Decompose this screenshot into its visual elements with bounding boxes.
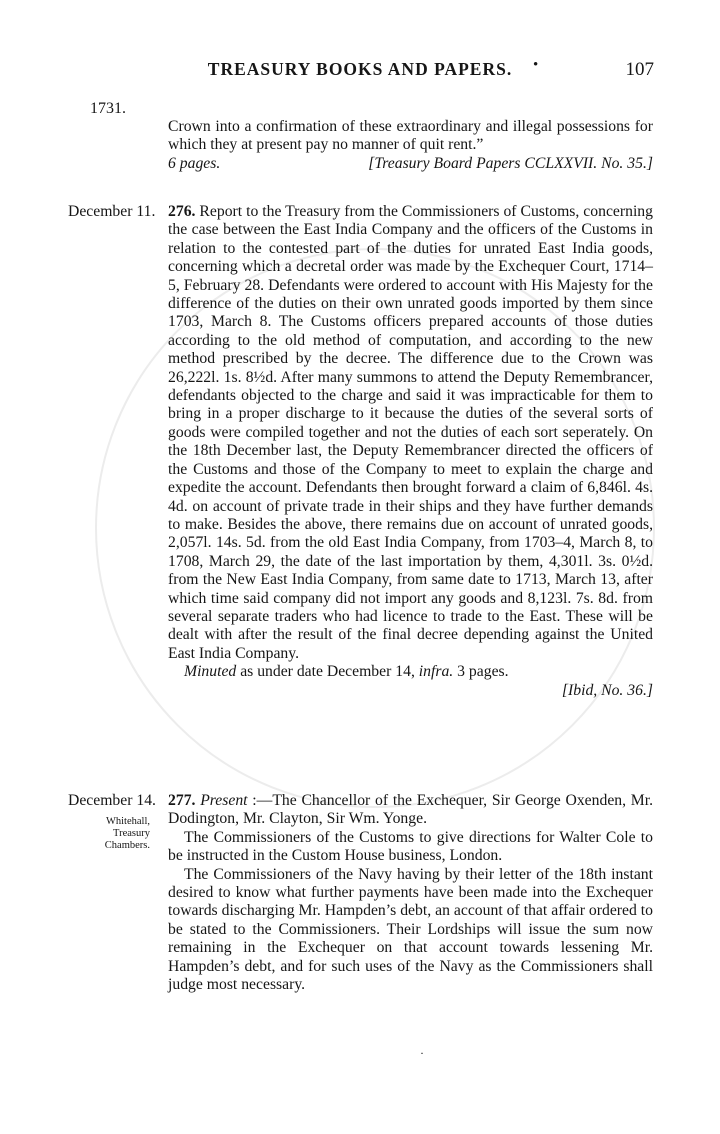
present-list: :—The Chancellor of the Exchequer, Sir George Oxenden, Mr. Dodington, Mr. Clayton, Sir Wm. Yonge.: [168, 792, 654, 828]
header-dot: •: [533, 57, 539, 73]
entry-277-place: [68, 816, 150, 852]
entry-276-reference-line: [168, 682, 653, 700]
place-line: Treasury: [113, 828, 150, 839]
margin-year: 1731.: [90, 100, 126, 117]
entry-276: [168, 203, 653, 700]
entry-276-reference: [Ibid, No. 36.]: [561, 681, 653, 699]
entry-277-para-1: The Commissioners of the Customs to give directions for Walter Cole to be instructed in the Custom House business, London.: [168, 828, 653, 865]
entry-277-number: 277.: [168, 792, 196, 809]
continuation-footer: [168, 155, 653, 173]
footer-dot: ·: [420, 1046, 424, 1060]
minuted-rest: as under date December 14,: [236, 663, 419, 681]
continuation-block: [168, 118, 653, 173]
place-line: Chambers.: [104, 840, 150, 851]
entry-276-pages: 3 pages.: [453, 663, 509, 681]
place-line: Whitehall,: [105, 816, 150, 827]
entry-277: [168, 792, 653, 994]
entry-277-para-2: The Commissioners of the Navy having by their letter of the 18th instant desired to know what further payments have been made into the Exchequer towards discharging Mr. Hampden’s debt, an account of that affair ordered to be stated to the Commissioners. Their Lordships will issue the sum now remaining in the Exchequer on that account towards lessening Mr. Hampden’s debt, and for such uses of the Navy as the Commissioners shall judge most necessary.: [168, 865, 653, 994]
entry-276-body: [168, 203, 653, 663]
continuation-pages: 6 pages.: [168, 154, 221, 172]
entry-276-number: 276.: [168, 203, 196, 220]
minuted-word: Minuted: [184, 663, 237, 681]
entry-276-minuted: [168, 663, 653, 681]
entry-276-text: Report to the Treasury from the Commissioners of Customs, concerning the case between the East India Company and the officers of the Customs in relation to the contested part of the duties for unrated East India goods, concerning which a decretal order was made by the Exchequer Court, 1714–5, February 28. Defendants were ordered to account with His Majesty for the difference of the duties on their own unrated goods imported by them since 1703, March 8. The Customs officers prepared accounts of those duties according to the old method of computation, and according to the new method prescribed by the decree. The difference due to the Crown was 26,222l. 1s. 8½d. After many summons to attend the Deputy Remembrancer, defendants objected to the charge and said it was impracticable for them to bring in a proper discharge to it because the duties of the several sorts of goods were compiled together and not the duties of each sort seperately. On the 18th December last, the Deputy Remembrancer directed the officers of the Customs and those of the Company to meet to explain the charge and expedite the account. Defendants then brought forward a claim of 6,846l. 4s. 4d. on account of private trade in their ships and they have further demands to make. Besides the above, there remains due on account of unrated goods, 2,057l. 14s. 5d. from the old East India Company, from 1703–4, March 8, to 1708, March 29, the date of the last importation by them, 4,301l. 3s. 0½d. from the New East India Company, from same date to 1713, March 13, after which time said company did not import any goods and 8,123l. 7s. 8d. from several separate traders who had licence to trade to the East. These will be dealt with after the result of the final decree depending against the United East India Company.: [168, 203, 653, 662]
continuation-reference: [Treasury Board Papers CCLXXVII. No. 35.]: [368, 154, 653, 172]
infra-word: infra.: [418, 663, 454, 681]
present-word: Present: [200, 792, 248, 809]
entry-277-date: December 14.: [68, 792, 156, 809]
entry-277-present: [168, 792, 653, 829]
entry-276-date: December 11.: [68, 203, 156, 220]
running-head: [0, 57, 720, 97]
continuation-text: Crown into a confirmation of these extraordinary and illegal possessions for which they at present pay no manner of quit rent.”: [168, 118, 653, 154]
page-number: 107: [625, 59, 654, 80]
page-title: TREASURY BOOKS AND PAPERS.: [207, 59, 513, 79]
